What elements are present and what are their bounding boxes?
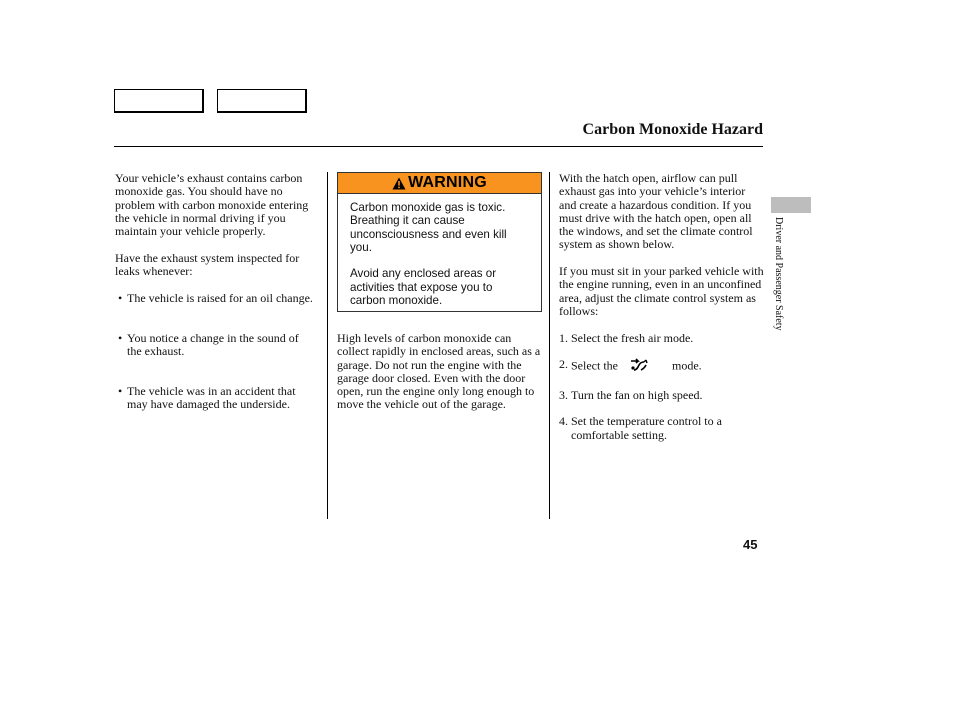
step-item [559, 332, 764, 345]
nav-prev-button[interactable] [114, 89, 204, 113]
column-2 [337, 332, 542, 425]
warning-heading: WARNING [408, 174, 487, 191]
step-number: 3. [559, 387, 568, 402]
step-item [559, 358, 764, 375]
step-number: 4. [559, 414, 568, 429]
climate-steps-list [559, 332, 764, 442]
inspect-paragraph: Have the exhaust system inspected for leaks whenever: [115, 250, 300, 279]
step-text: Select the [571, 358, 618, 373]
page-number: 45 [743, 537, 758, 552]
step-text: Turn the fan on high speed. [571, 387, 703, 402]
warning-paragraph: Avoid any enclosed areas or activities that expose you to carbon monoxide. [350, 267, 497, 308]
column-divider [549, 172, 550, 519]
column-1 [115, 172, 313, 438]
step-text: mode. [671, 358, 702, 373]
intro-paragraph: Your vehicle’s exhaust contains carbon monoxide gas. You should have no problem with carbon monoxide entering the vehicle in normal driving if you maintain your vehicle properly. [115, 171, 309, 239]
step-item [559, 415, 764, 442]
title-rule [114, 146, 763, 147]
nav-next-button[interactable] [217, 89, 307, 113]
warning-paragraph: Carbon monoxide gas is toxic. Breathing it can cause unconsciousness and even kill you. [350, 201, 507, 254]
hatch-paragraph: With the hatch open, airflow can pull exhaust gas into your vehicle’s interior and create a hazardous condition. If you must drive with the hatch open, open all the windows, and set the climate control system as shown below. [559, 171, 753, 252]
step-text: Set the temperature control to a comfortable setting. [571, 414, 722, 442]
list-item: • You notice a change in the sound of the exhaust. [115, 332, 313, 359]
section-tab[interactable] [771, 197, 811, 213]
warning-box [337, 172, 542, 312]
list-item: • The vehicle was in an accident that may have damaged the underside. [115, 385, 313, 412]
page-title: Carbon Monoxide Hazard [582, 121, 763, 138]
section-label: Driver and Passenger Safety [773, 217, 784, 331]
garage-paragraph: High levels of carbon monoxide can collect rapidly in enclosed areas, such as a garage. Do not run the engine with the garage door closed. Even with the door open, run the engine only long enough to move the vehicle out of the garage. [337, 331, 541, 412]
parked-paragraph: If you must sit in your parked vehicle with the engine running, even in an unconfined area, adjust the climate control system as follows: [559, 264, 764, 318]
step-item [559, 389, 764, 402]
step-text: Select the fresh air mode. [571, 330, 694, 345]
warning-header [338, 173, 541, 194]
step-number: 2. [559, 357, 568, 372]
column-divider [327, 172, 328, 519]
warning-triangle-icon [392, 177, 406, 190]
column-3 [559, 172, 764, 455]
step-number: 1. [559, 330, 568, 345]
vent-mode-icon [629, 358, 649, 375]
warning-body [338, 194, 541, 307]
list-item: • The vehicle is raised for an oil change. [115, 292, 313, 305]
inspection-list [115, 292, 313, 412]
